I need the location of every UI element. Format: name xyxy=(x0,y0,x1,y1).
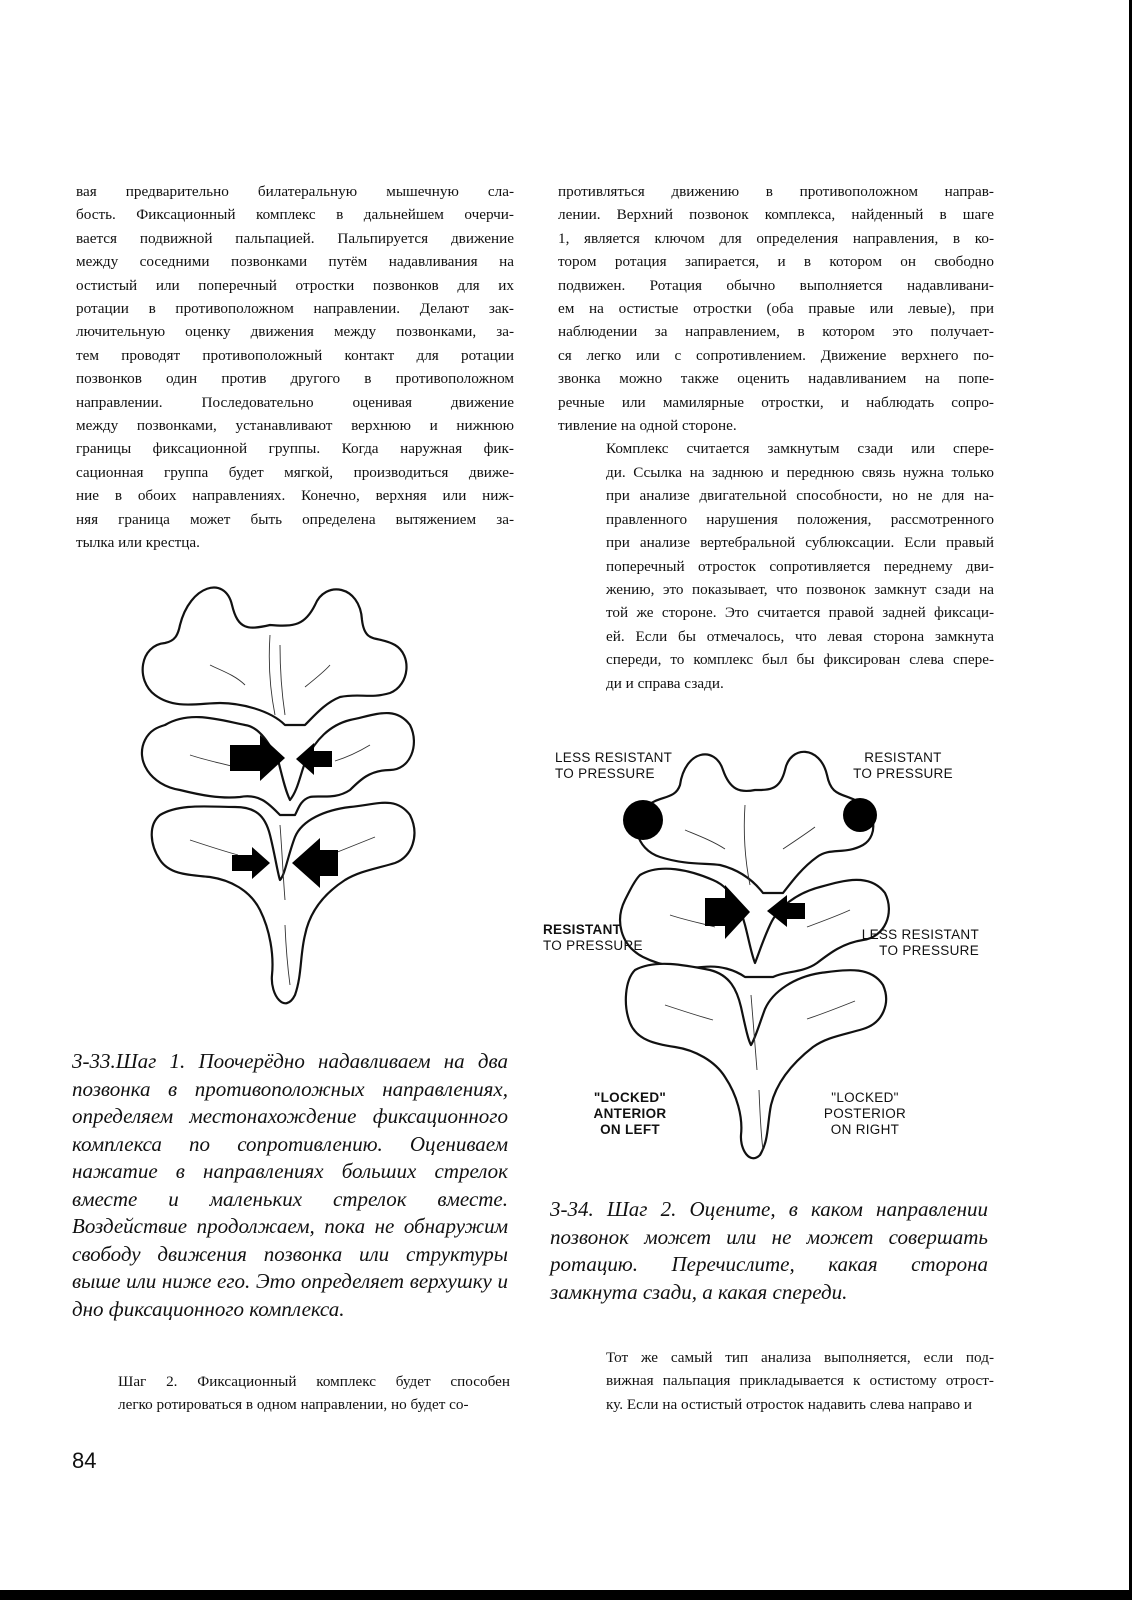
text-line: направлении. Последовательно оценивая движение xyxy=(76,393,514,411)
text-line: правленного нарушения положения, рассмотренного xyxy=(606,510,994,528)
figure-3-33-vertebrae xyxy=(120,575,440,1025)
text-line: остистый или поперечный отростки позвонков для их xyxy=(76,276,514,294)
text-line: сационная группа будет мягкой, производиться движе- xyxy=(76,463,514,481)
text-line: Комплекс считается замкнутым сзади или спере- xyxy=(606,440,994,458)
paragraph-locked-complex xyxy=(558,437,994,694)
label-resistant-mid-left: RESISTANT TO PRESSURE xyxy=(543,922,643,953)
text-line: при анализе двигательной способности, но не для на- xyxy=(606,487,994,505)
upper-vertebra xyxy=(143,588,407,725)
paragraph-rotation xyxy=(558,180,994,437)
figure-3-34-vertebrae xyxy=(545,745,1000,1165)
vertebrae-illustration xyxy=(120,575,440,1025)
text-line: ди. Ссылка на заднюю и переднюю связь нужна только xyxy=(606,463,994,481)
label-less-resistant-top-left: LESS RESISTANT TO PRESSURE xyxy=(555,750,673,781)
text-line: тылка или крестца. xyxy=(76,534,200,552)
text-line: ди и справа сзади. xyxy=(606,674,724,692)
text-line: подвижен. Ротация обычно выполняется надавливани- xyxy=(558,276,994,294)
label-less-resistant-mid-right: LESS RESISTANT TO PRESSURE xyxy=(861,927,979,958)
text-line: тором ротация запирается, и в котором он свободно xyxy=(558,253,994,271)
text-line: между позвонками, устанавливают верхнюю и нижнюю xyxy=(76,417,514,435)
text-line: поперечный отросток сопротивляется переднему дви- xyxy=(606,557,994,575)
text-line: вается подвижной пальпацией. Пальпируется движение xyxy=(76,229,514,247)
page-number: 84 xyxy=(72,1448,97,1473)
text-line: Тот же самый тип анализа выполняется, если под- xyxy=(606,1349,994,1366)
lower-vertebra xyxy=(152,803,415,1004)
text-line: наблюдении за направлением, в котором это получает- xyxy=(558,323,994,341)
text-line: вая предварительно билатеральную мышечную сла- xyxy=(76,183,514,200)
paragraph-step-2 xyxy=(70,1370,510,1417)
text-line: 1, является ключом для определения направления, в ко- xyxy=(558,229,994,247)
text-line: ся легко или с сопротивлением. Движение верхнего по- xyxy=(558,346,994,364)
text-line: противляться движению в противоположном направ- xyxy=(558,183,994,200)
right-column-bottom-text xyxy=(558,1346,994,1416)
text-line: границы фиксационной группы. Когда наружная фик- xyxy=(76,440,514,458)
label-resistant-top-right: RESISTANT TO PRESSURE xyxy=(853,750,953,781)
text-line: звонка можно также оценить надавливанием на попе- xyxy=(558,370,994,388)
figure-3-33-caption: 3-33.Шаг 1. Поочерёдно надавливаем на два позвонка в противоположных направлениях, определяем местонахождение фиксационного комплекса по сопротивлению. Оцениваем нажатие в направлениях больших стрелок вместе и маленьких стрелок вместе. Воздействие продолжаем, пока не обнаружим свободу движения позвонка или структуры выше или ниже его. Это определяет верхушку и дно фиксационного комплекса. xyxy=(72,1049,508,1321)
text-line: ние в обоих направлениях. Конечно, верхняя или ниж- xyxy=(76,487,514,505)
text-line: позвонков один против другого в противоположном xyxy=(76,370,514,388)
text-line: при анализе вертебральной сублюксации. Если правый xyxy=(606,534,994,552)
text-line: вижная пальпация прикладывается к остистому отрост- xyxy=(606,1372,994,1390)
figure-3-34-caption: 3-34. Шаг 2. Оцените, в каком направлении позвонок может или не может совершать ротацию. Перечислите, какая сторона замкнута сзади, а какая спереди. xyxy=(550,1197,988,1304)
text-line: легко ротироваться в одном направлении, но будет со- xyxy=(118,1396,469,1414)
text-line: речные или мамилярные отростки, и наблюдать сопро- xyxy=(558,393,994,411)
left-column-text xyxy=(76,180,514,555)
text-line: ротации в противоположном направлении. Делают зак- xyxy=(76,300,514,318)
text-line: Шаг 2. Фиксационный комплекс будет способен xyxy=(118,1373,510,1390)
pressure-dot-right xyxy=(843,798,877,832)
text-line: няя граница может быть определена вытяжением за- xyxy=(76,510,514,528)
text-line: лении. Верхний позвонок комплекса, найденный в шаге xyxy=(558,206,994,224)
text-line: между соседними позвонками путём надавливания на xyxy=(76,253,514,271)
text-line: спереди, то комплекс был бы фиксирован слева спере- xyxy=(606,651,994,669)
label-locked-posterior-right: "LOCKED" POSTERIOR ON RIGHT xyxy=(823,1090,907,1137)
text-line: тивление на одной стороне. xyxy=(558,417,737,435)
text-line: жению, это показывает, что позвонок замкнут сзади на xyxy=(606,580,994,598)
label-locked-anterior-left: "LOCKED" ANTERIOR ON LEFT xyxy=(593,1090,667,1137)
text-line: бость. Фиксационный комплекс в дальнейшем очерчи- xyxy=(76,206,514,224)
left-column-bottom-text xyxy=(70,1370,510,1417)
text-line: ем на остистые отростки (оба правые или левые), при xyxy=(558,300,994,318)
paragraph-same-analysis xyxy=(558,1346,994,1416)
scan-border-bottom xyxy=(0,1590,1132,1600)
text-line: лючительную оценку движения между позвонками, за- xyxy=(76,323,514,341)
text-line: той же стороне. Это считается правой задней фиксаци- xyxy=(606,604,994,622)
right-column-text xyxy=(558,180,994,695)
text-line: ку. Если на остистый отросток надавить слева направо и xyxy=(606,1395,973,1413)
text-line: тем проводят противоположный контакт для ротации xyxy=(76,346,514,364)
pressure-dot-left xyxy=(623,800,663,840)
paragraph-fixation-complex xyxy=(76,180,514,555)
text-line: ей. Если бы отмечалось, что левая сторона замкнута xyxy=(606,627,994,645)
